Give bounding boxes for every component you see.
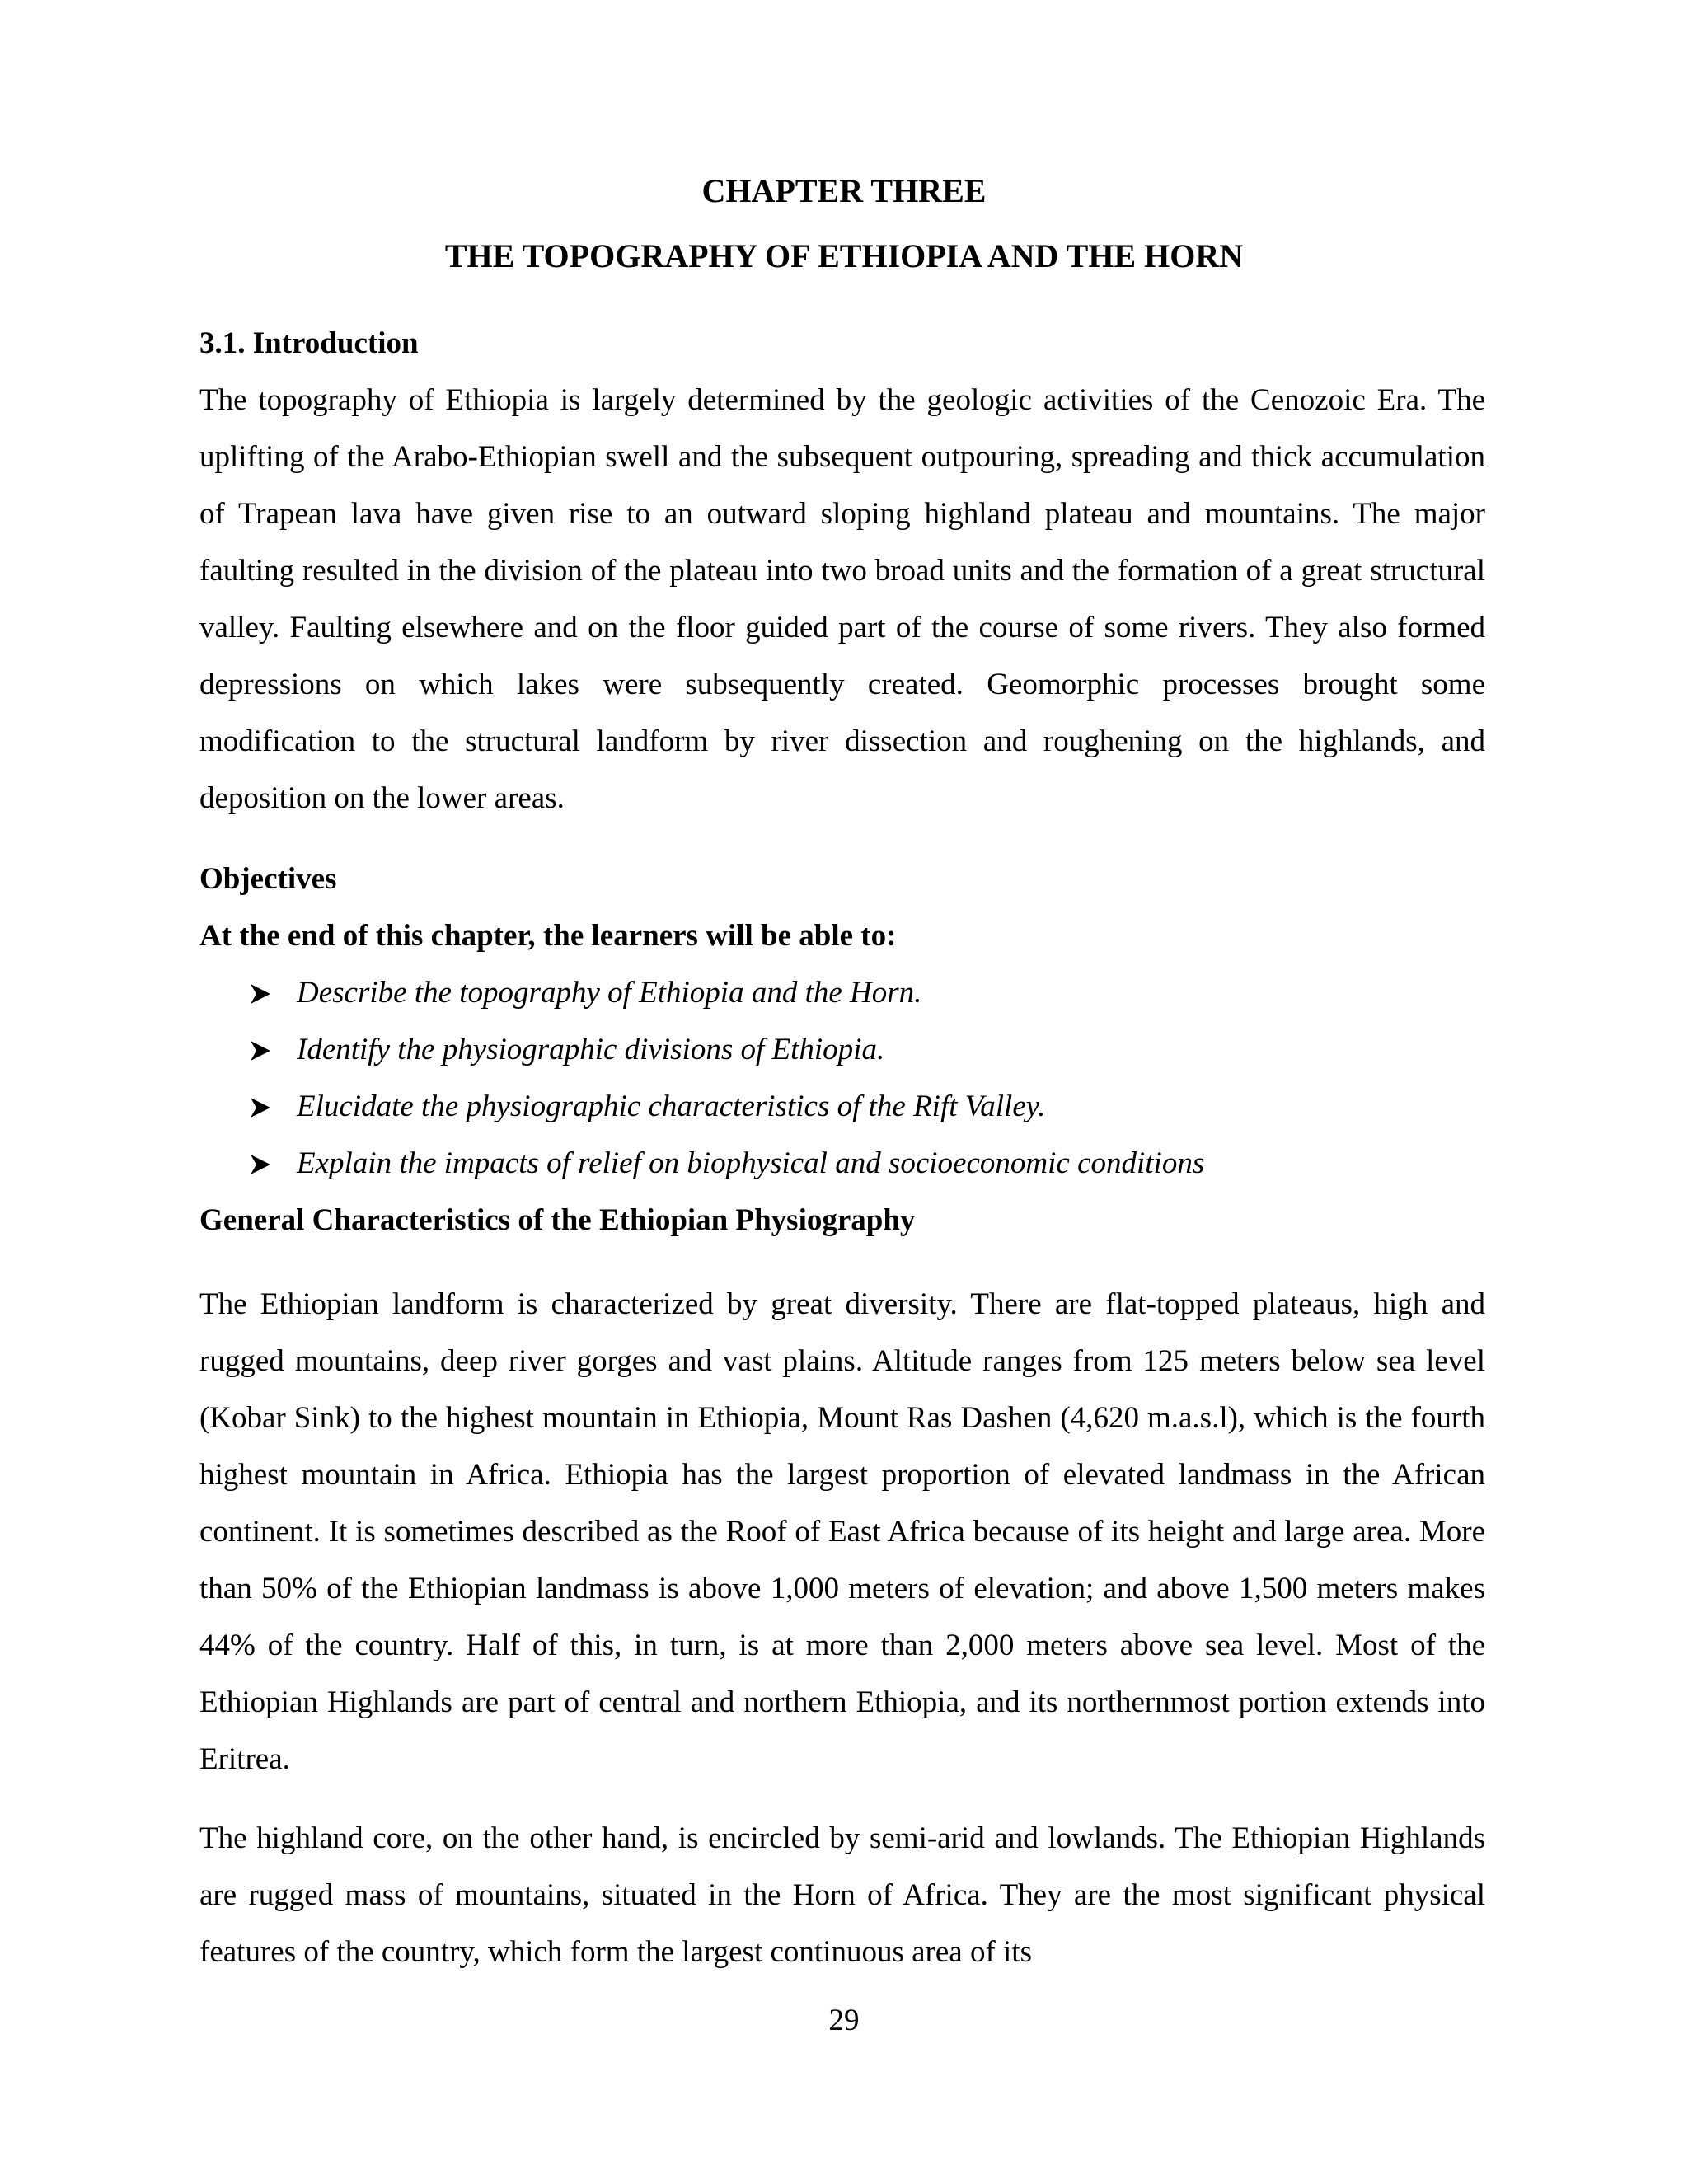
arrowhead-bullet-icon [249, 1096, 272, 1119]
objective-item [199, 964, 1485, 1021]
objectives-heading: Objectives [199, 862, 337, 896]
objective-text: Identify the physiographic divisions of Ethiopia. [297, 1033, 885, 1066]
objective-text: Explain the impacts of relief on biophysical and socioeconomic conditions [297, 1146, 1205, 1180]
general-paragraph-1: The Ethiopian landform is characterized by great diversity. There are flat-topped plateaus, high and rugged mountains, deep river gorges and vast plains. Altitude ranges from 125 meters below sea level (Kobar Sink) to the highest mountain in Ethiopia, Mount Ras Dashen (4,620 m.a.s.l), which is the fourth highest mountain in Africa. Ethiopia has the largest proportion of elevated landmass in the African continent. It is sometimes described as the Roof of East Africa because of its height and large area. More than 50% of the Ethiopian landmass is above 1,000 meters of elevation; and above 1,500 meters makes 44% of the country. Half of this, in turn, is at more than 2,000 meters above sea level. Most of the Ethiopian Highlands are part of central and northern Ethiopia, and its northernmost portion extends into Eritrea. [199, 1287, 1485, 1776]
arrowhead-bullet-icon [249, 1039, 272, 1062]
general-section [199, 1276, 1485, 1788]
objective-item [199, 1021, 1485, 1078]
objectives-list [199, 964, 1485, 1192]
arrowhead-bullet-icon [249, 1153, 272, 1176]
objectives-lead: At the end of this chapter, the learners will be able to: [199, 919, 897, 953]
introduction-paragraph: The topography of Ethiopia is largely determined by the geologic activities of the Cenozoic Era. The uplifting of the Arabo-Ethiopian swell and the subsequent outpouring, spreading and thick accumulation of Trapean lava have given rise to an outward sloping highland plateau and mountains. The major faulting resulted in the division of the plateau into two broad units and the formation of a great structural valley. Faulting elsewhere and on the floor guided part of the course of some rivers. They also formed depressions on which lakes were subsequently created. Geomorphic processes brought some modification to the structural landform by river dissection and roughening on the highlands, and deposition on the lower areas. [199, 383, 1485, 815]
arrowhead-bullet-icon [249, 982, 272, 1005]
chapter-title: THE TOPOGRAPHY OF ETHIOPIA AND THE HORN [444, 237, 1244, 274]
introduction-section [199, 315, 1485, 827]
general-section-continued [199, 1810, 1485, 1980]
objectives-section [199, 851, 1485, 1249]
general-paragraph-2: The highland core, on the other hand, is encircled by semi-arid and lowlands. The Ethiopian Highlands are rugged mass of mountains, situated in the Horn of Africa. They are the most significant physical features of the country, which form the largest continuous area of its [199, 1821, 1485, 1969]
objective-item [199, 1135, 1485, 1192]
objective-text: Elucidate the physiographic characteristics of the Rift Valley. [297, 1090, 1046, 1123]
objective-item [199, 1078, 1485, 1135]
page-number: 29 [828, 2004, 860, 2037]
chapter-label: CHAPTER THREE [701, 172, 987, 209]
objective-text: Describe the topography of Ethiopia and the Horn. [297, 976, 922, 1010]
introduction-heading: 3.1. Introduction [199, 326, 419, 360]
general-heading: General Characteristics of the Ethiopian Physiography [199, 1203, 916, 1237]
